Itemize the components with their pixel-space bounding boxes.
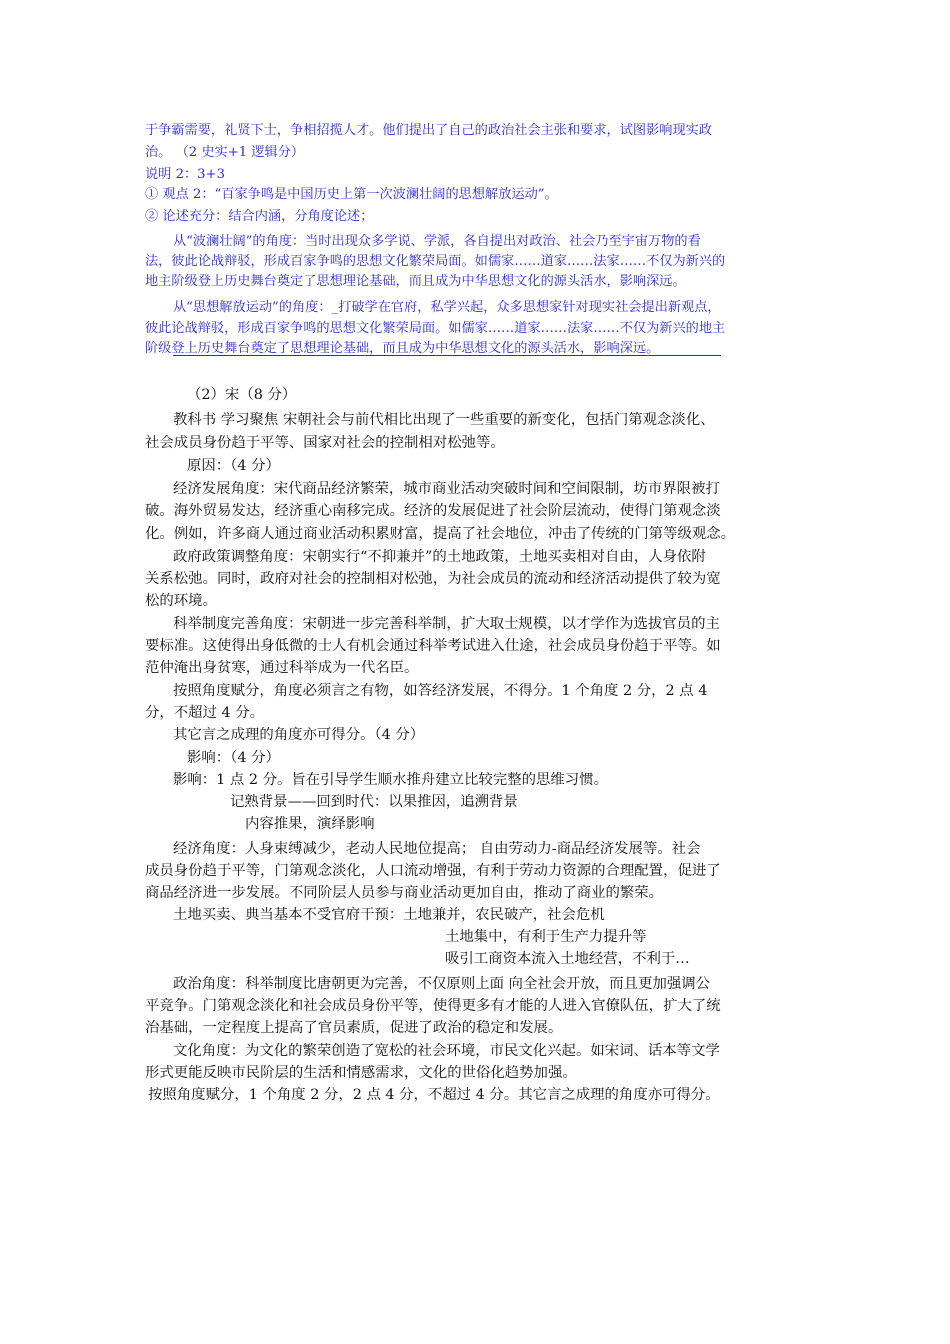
method-note: 内容推果，演绎影响 xyxy=(245,816,375,832)
impact-heading: 影响：（4 分） xyxy=(187,750,280,766)
reason-heading: 原因：（4 分） xyxy=(187,458,280,474)
blue-line-2: 治。 （2 史实+1 逻辑分） xyxy=(145,145,305,160)
economic-line: 化。例如，许多商人通过商业活动积累财富，提高了社会地位，冲击了传统的门第等级观念。 xyxy=(145,526,736,542)
land-line: 土地买卖、典当基本不受官府干预：土地兼并，农民破产，社会危机 xyxy=(173,907,605,923)
blue-argument: ② 论述充分：结合内涵，分角度论述； xyxy=(145,209,374,224)
blue-viewpoint: ① 观点 2：“百家争鸣是中国历史上第一次波澜壮阔的思想解放运动”。 xyxy=(145,187,558,202)
impact-intro: 影响：1 点 2 分。旨在引导学生顺水推舟建立比较完整的思维习惯。 xyxy=(173,772,608,788)
econ-impact-line: 成员身份趋于平等，门第观念淡化，人口流动增强，有利于劳动力资源的合理配置，促进了 xyxy=(145,863,721,879)
economic-line: 经济发展角度：宋代商品经济繁荣，城市商业活动突破时间和空间限制，坊市界限被打 xyxy=(173,481,720,497)
blue-para2-line: 彼此论战辩驳，形成百家争鸣的思想文化繁荣局面。如儒家……道家……法家……不仅为新兴的地主 xyxy=(145,321,726,336)
scoring-note: 其它言之成理的角度亦可得分。（4 分） xyxy=(173,727,425,743)
exam-line: 科举制度完善角度：宋朝进一步完善科举制，扩大取士规模，以才学作为选拔官员的主 xyxy=(173,616,720,632)
blue-para2-line: 从“思想解放运动”的角度：_打破学在官府，私学兴起，众多思想家针对现实社会提出新观点， xyxy=(173,300,721,315)
blue-para2-line: 阶级登上历史舞台奠定了思想理论基础，而且成为中华思想文化的源头活水，影响深远。 xyxy=(145,341,660,356)
politics-line: 平竞争。门第观念淡化和社会成员身份平等，使得更多有才能的人进入官僚队伍，扩大了统 xyxy=(145,998,721,1014)
scoring-line: 分，不超过 4 分。 xyxy=(145,705,265,721)
focus-line: 教科书 学习聚焦 宋朝社会与前代相比出现了一些重要的新变化，包括门第观念淡化、 xyxy=(173,412,715,428)
politics-line: 治基础，一定程度上提高了官员素质，促进了政治的稳定和发展。 xyxy=(145,1020,563,1036)
focus-line: 社会成员身份趋于平等、国家对社会的控制相对松弛等。 xyxy=(145,435,505,451)
section-heading: （2）宋（8 分） xyxy=(187,387,297,403)
economic-line: 破。海外贸易发达，经济重心南移完成。经济的发展促进了社会阶层流动，使得门第观念淡 xyxy=(145,503,721,519)
land-line: 吸引工商资本流入土地经营，不利于… xyxy=(445,951,690,967)
culture-line: 形式更能反映市民阶层的生活和情感需求，文化的世俗化趋势加强。 xyxy=(145,1065,577,1081)
blue-para1-line: 从“波澜壮阔”的角度：当时出现众多学说、学派，各自提出对政治、社会乃至宇宙万物的看 xyxy=(173,234,701,249)
exam-line: 范仲淹出身贫寒，通过科举成为一代名臣。 xyxy=(145,660,419,676)
final-scoring: 按照角度赋分，1 个角度 2 分，2 点 4 分，不超过 4 分。其它言之成理的角度亦可得分。 xyxy=(148,1087,720,1103)
culture-line: 文化角度：为文化的繁荣创造了宽松的社会环境，市民文化兴起。如宋词、话本等文学 xyxy=(173,1043,720,1059)
blue-para1-line: 法，彼此论战辩驳，形成百家争鸣的思想文化繁荣局面。如儒家……道家……法家……不仅为新兴的 xyxy=(145,254,726,269)
scoring-line: 按照角度赋分，角度必须言之有物，如答经济发展，不得分。1 个角度 2 分，2 点 4 xyxy=(173,683,708,699)
blue-line-3: 说明 2：3+3 xyxy=(145,167,225,182)
underline-rule xyxy=(173,355,721,356)
land-line: 土地集中，有利于生产力提升等 xyxy=(445,929,647,945)
exam-line: 要标准。这使得出身低微的士人有机会通过科举考试进入仕途，社会成员身份趋于平等。如 xyxy=(145,638,721,654)
policy-line: 松的环境。 xyxy=(145,593,217,609)
econ-impact-line: 经济角度：人身束缚减少，老动人民地位提高； 自由劳动力-商品经济发展等。社会 xyxy=(173,841,701,857)
method-note: 记熟背景——回到时代：以果推因，追溯背景 xyxy=(230,794,518,810)
policy-line: 关系松弛。同时，政府对社会的控制相对松弛，为社会成员的流动和经济活动提供了较为宽 xyxy=(145,571,721,587)
politics-line: 政治角度：科举制度比唐朝更为完善，不仅原则上面 向全社会开放，而且更加强调公 xyxy=(173,976,711,992)
policy-line: 政府政策调整角度：宋朝实行“不抑兼并”的土地政策，土地买卖相对自由，人身依附 xyxy=(173,549,706,565)
blue-line-1: 于争霸需要，礼贤下士，争相招揽人才。他们提出了自己的政治社会主张和要求，试图影响现实政 xyxy=(145,123,713,138)
econ-impact-line: 商品经济进一步发展。不同阶层人员参与商业活动更加自由，推动了商业的繁荣。 xyxy=(145,885,664,901)
blue-para1-line: 地主阶级登上历史舞台奠定了思想理论基础，而且成为中华思想文化的源头活水，影响深远。 xyxy=(145,274,686,289)
